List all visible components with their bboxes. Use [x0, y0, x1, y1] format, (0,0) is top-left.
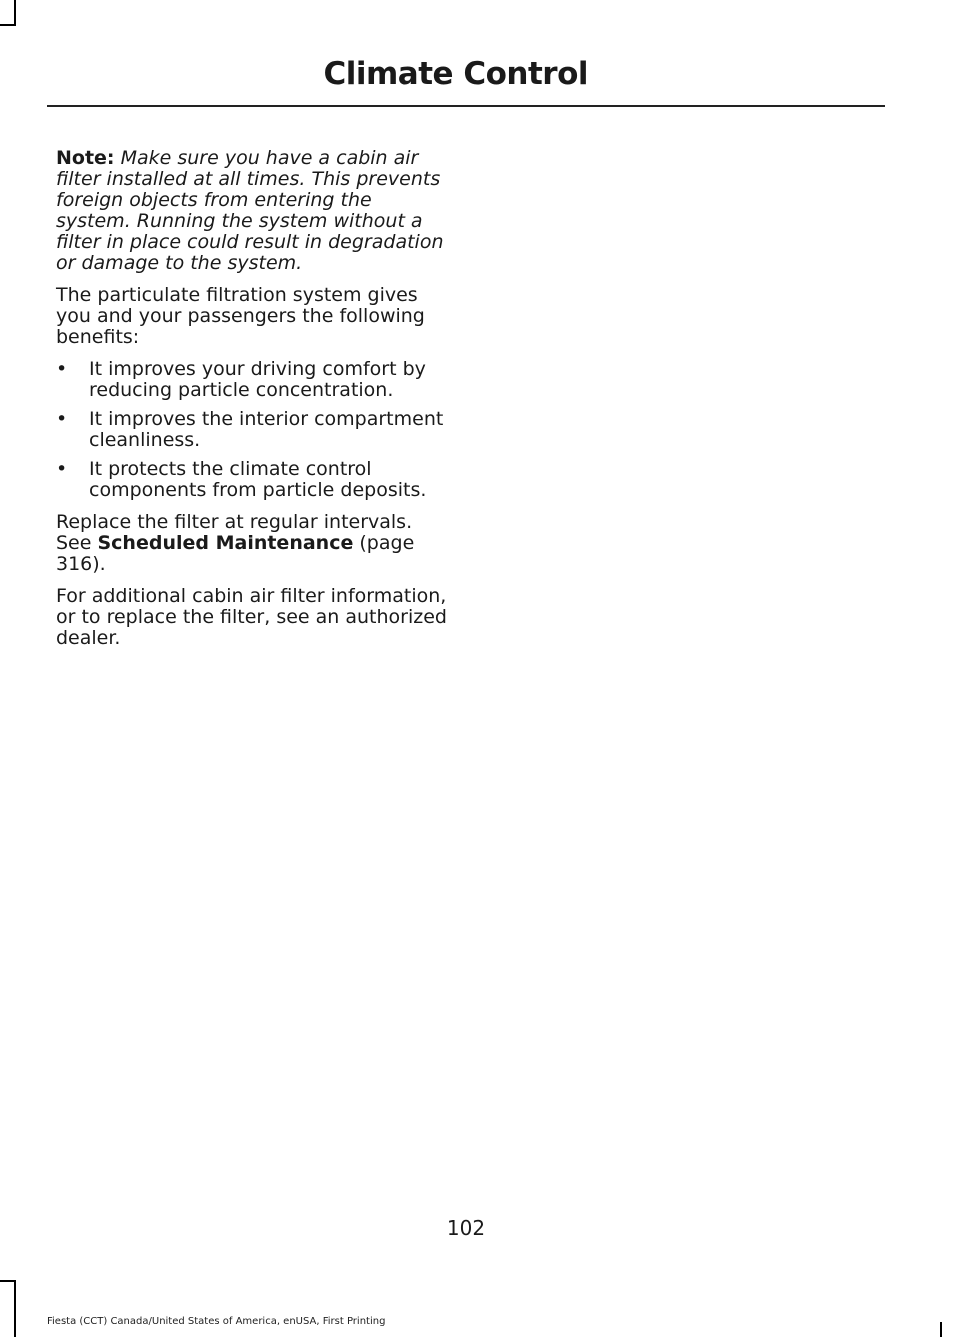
list-item-text: It improves the interior compartment cleanliness.: [89, 408, 444, 451]
list-item-text: It improves your driving comfort by reducing particle concentration.: [89, 358, 426, 401]
replace-text: Replace the filter at regular intervals. See: [56, 511, 413, 554]
bullet-icon: •: [56, 458, 68, 480]
header-divider: [47, 105, 885, 107]
crop-mark: [940, 1322, 942, 1337]
note-text: Make sure you have a cabin air filter installed at all times. This prevents foreign objects from entering the system. Running the system without a filter in place could result in degradation or damage to the system.: [56, 147, 444, 274]
footer-text: Fiesta (CCT) Canada/United States of America, enUSA, First Printing: [47, 1316, 386, 1327]
intro-paragraph: The particulate filtration system gives you and your passengers the following benefits:: [56, 284, 425, 348]
text-column: [56, 148, 452, 660]
page-reference: (page 316).: [56, 532, 415, 575]
list-item-text: It protects the climate control components from particle deposits.: [89, 458, 427, 501]
scheduled-maintenance-link[interactable]: Scheduled Maintenance: [97, 532, 354, 554]
crop-mark: [14, 1280, 16, 1337]
note-paragraph: [56, 148, 452, 274]
bullet-icon: •: [56, 408, 68, 430]
crop-mark: [14, 0, 16, 26]
additional-paragraph: For additional cabin air filter information, or to replace the filter, see an authorized dealer.: [56, 585, 447, 649]
bullet-icon: •: [56, 358, 68, 380]
note-label: Note:: [56, 147, 115, 169]
list-item: [56, 409, 452, 451]
benefits-list: [56, 359, 452, 501]
list-item: [56, 359, 452, 401]
page-title: Climate Control: [323, 56, 588, 92]
page-number: 102: [446, 1216, 486, 1240]
replace-paragraph: [56, 512, 452, 575]
crop-mark: [0, 24, 16, 26]
list-item: [56, 459, 452, 501]
crop-mark: [0, 1280, 16, 1282]
